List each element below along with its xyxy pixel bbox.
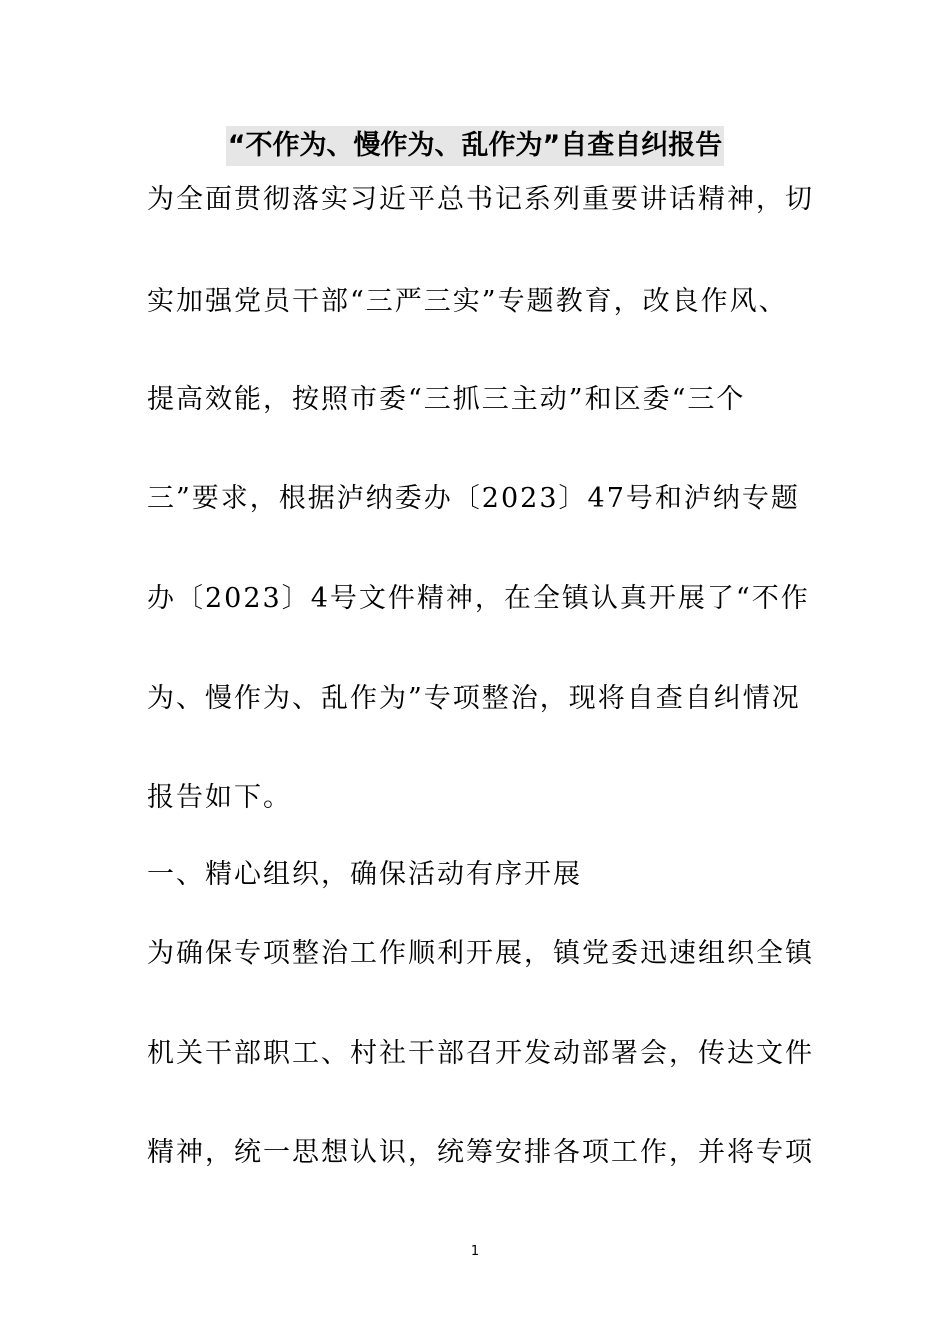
paragraph-line: 精神，统一思想认识，统筹安排各项工作，并将专项 bbox=[147, 1137, 814, 1168]
paragraph-line: 实加强党员干部“三严三实”专题教育，改良作风、 bbox=[147, 286, 788, 317]
paragraph-line: 办〔2023〕4号文件精神，在全镇认真开展了“不作 bbox=[147, 583, 810, 614]
section-heading: 一、精心组织，确保活动有序开展 bbox=[147, 859, 582, 890]
document-title: “不作为、慢作为、乱作为”自查自纠报告 bbox=[226, 126, 725, 166]
paragraph-line: 为全面贯彻落实习近平总书记系列重要讲话精神，切 bbox=[147, 184, 814, 215]
paragraph-line: 报告如下。 bbox=[147, 782, 292, 813]
title-wrapper bbox=[0, 126, 950, 166]
paragraph-line: 机关干部职工、村社干部召开发动部署会，传达文件 bbox=[147, 1038, 814, 1069]
page-number: 1 bbox=[470, 1244, 480, 1259]
paragraph-line: 为、慢作为、乱作为”专项整治，现将自查自纠情况 bbox=[147, 683, 801, 714]
paragraph-line: 提高效能，按照市委“三抓三主动”和区委“三个 bbox=[147, 384, 746, 415]
paragraph-line: 三”要求，根据泸纳委办〔2023〕47号和泸纳专题 bbox=[147, 483, 800, 514]
paragraph-line: 为确保专项整治工作顺利开展，镇党委迅速组织全镇 bbox=[147, 938, 814, 969]
